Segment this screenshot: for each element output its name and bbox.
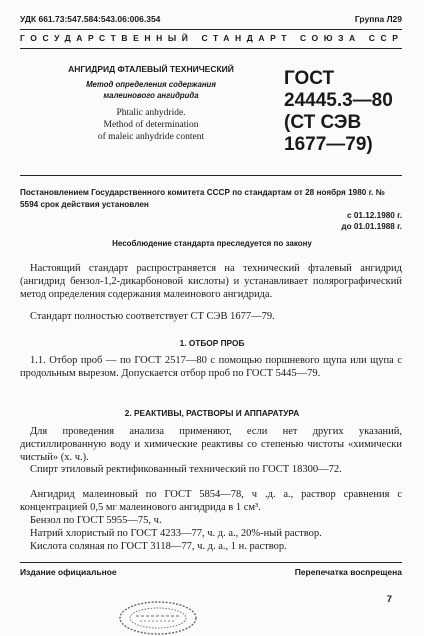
section-2-para-4: Бензол по ГОСТ 5955—75, ч. bbox=[30, 515, 162, 526]
english-title-line-2: Method of determination bbox=[103, 120, 199, 130]
section-2-heading: 2. РЕАКТИВЫ, РАСТВОРЫ И АППАРАТУРА bbox=[124, 408, 300, 418]
section-2-para-3: Ангидрид малеиновый по ГОСТ 5854—78, ч .д. а., раствор сравнения с концентрацией 0,5 мг малеинового ангидрида в 1 см³. bbox=[20, 489, 402, 513]
udk-code: УДК 661.73:547.584:543.06:006.354 bbox=[20, 14, 161, 24]
legal-warning: Несоблюдение стандарта преследуется по закону bbox=[112, 239, 312, 248]
gost-number: 24445.3—80 bbox=[284, 90, 393, 111]
sev-compliance-paragraph: Стандарт полностью соответствует СТ СЭВ 1677—79. bbox=[30, 311, 275, 322]
section-2-para-2: Спирт этиловый ректификованный технический по ГОСТ 18300—72. bbox=[30, 464, 342, 475]
gov-standard-banner: ГОСУДАРСТВЕННЫЙ СТАНДАРТ СОЮЗА ССР bbox=[20, 33, 404, 43]
valid-to-date: до 01.01.1988 г. bbox=[341, 222, 402, 231]
valid-from-date: с 01.12.1980 г. bbox=[347, 211, 402, 220]
st-sev-label: (СТ СЭВ bbox=[284, 112, 362, 133]
official-edition-label: Издание официальное bbox=[20, 567, 117, 577]
section-2-para-6: Кислота соляная по ГОСТ 3118—77, ч. д. а., 1 н. раствор. bbox=[30, 541, 287, 552]
english-title-line-3: of maleic anhydride content bbox=[97, 132, 205, 142]
english-title-line-1: Phtalic anhydride. bbox=[116, 108, 186, 118]
gost-label: ГОСТ bbox=[284, 68, 335, 89]
section-2-para-1: Для проведения анализа применяют, если нет других указаний, дистиллированную воду и химические реактивы со степенью чистоты «химически чистый» (х. ч.). bbox=[20, 426, 402, 463]
library-stamp-icon bbox=[116, 592, 200, 636]
product-name: АНГИДРИД ФТАЛЕВЫЙ ТЕХНИЧЕСКИЙ bbox=[68, 64, 234, 74]
reprint-prohibited-label: Перепечатка воспрещена bbox=[294, 567, 402, 577]
page-number: 7 bbox=[386, 594, 392, 605]
section-1-text: 1.1. Отбор проб — по ГОСТ 2517—80 с помощью поршневого щупа или щупа с продольным вырезом. Допускается отбор проб по ГОСТ 5445—79. bbox=[20, 355, 402, 379]
section-1-heading: 1. ОТБОР ПРОБ bbox=[179, 338, 245, 348]
st-sev-number: 1677—79) bbox=[284, 134, 373, 155]
header-rule-top bbox=[20, 29, 402, 30]
title-block bbox=[20, 64, 282, 143]
title-rule bbox=[20, 175, 402, 176]
intro-paragraph: Настоящий стандарт распространяется на технический фталевый ангидрид (ангидрид бензол-1,2-дикарбоновой кислоты) и устанавливает полярографический метод определения содержания малеинового ангидрида. bbox=[20, 263, 402, 300]
section-2-para-5: Натрий хлористый по ГОСТ 4233—77, ч. д. а., 20%-ный раствор. bbox=[30, 528, 322, 539]
method-title-line-1: Метод определения содержания bbox=[86, 80, 216, 89]
method-title-line-2: малеинового ангидрида bbox=[103, 91, 199, 100]
group-code: Группа Л29 bbox=[354, 14, 402, 24]
gost-number-block bbox=[284, 68, 408, 156]
header-rule-bottom bbox=[20, 48, 402, 49]
decree-text: Постановлением Государственного комитета СССР по стандартам от 28 ноября 1980 г. № 5594 срок действия установлен bbox=[20, 188, 385, 209]
footer-rule bbox=[20, 562, 402, 563]
